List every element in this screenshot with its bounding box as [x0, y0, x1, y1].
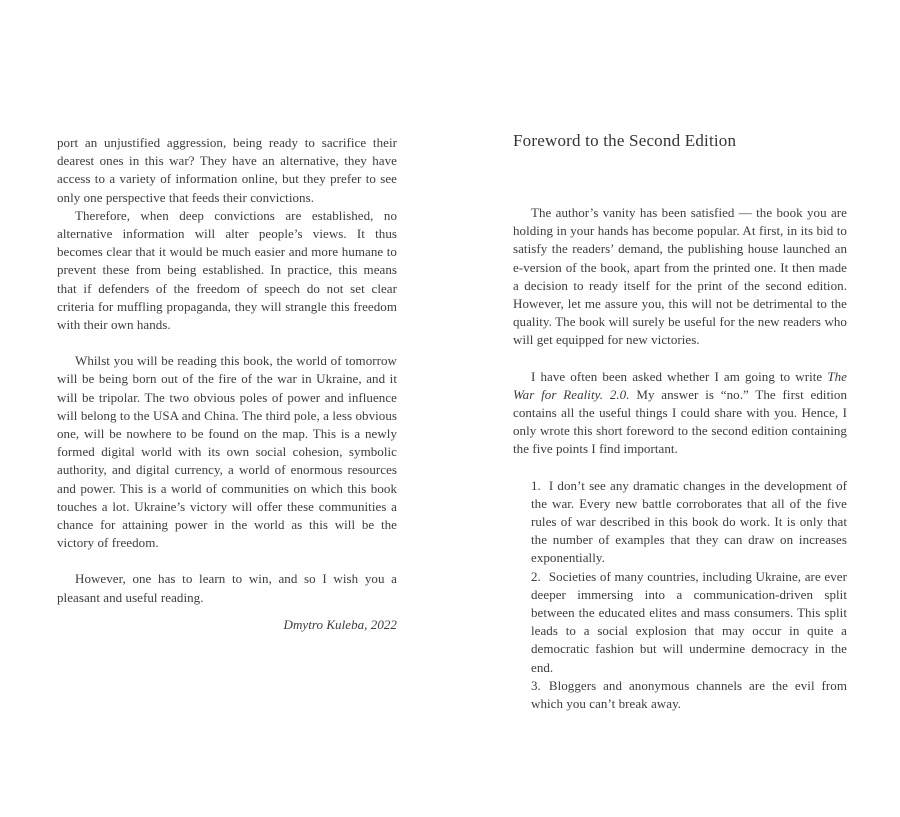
- paragraph: However, one has to learn to win, and so I wish you a pleasant and useful reading.: [57, 571, 397, 605]
- numbered-list: [531, 477, 847, 714]
- list-item-number: 2.: [531, 568, 541, 584]
- list-item-text: Societies of many countries, including Ukraine, are ever deeper immersing into a communication-driven split between the educated elites and mass consumers. This split leads to a social explosion that may occur in quite a democratic fashion but will undermine democracy in the end.: [531, 568, 847, 675]
- paragraph-text: My answer is “no.” The first edition contains all the useful things I could share with you. Hence, I only wrote this short foreword to the second edition containing the five points I find important.: [513, 386, 848, 457]
- paragraph: Therefore, when deep convictions are established, no alternative information will alter people’s views. It thus becomes clear that it would be much easier and more humane to prevent these from being established. In practice, this means that if defenders of the freedom of speech do not set clear criteria for muffling propaganda, they will strangle this freedom with their own hands.: [57, 207, 397, 333]
- list-item-text: I don’t see any dramatic changes in the development of the war. Every new battle corroborates that all of the five rules of war described in this book do work. It is only that the number of examples that they can draw on increases exponentially.: [531, 477, 847, 566]
- list-item: [531, 568, 847, 677]
- paragraph: Whilst you will be reading this book, the world of tomorrow will be being born out of the fire of the war in Ukraine, and it will be tripolar. The two obvious poles of power and influence will belong to the USA and China. The third pole, a less obvious one, will be nowhere to be found on the map. This is a newly formed digital world with its own social cohesion, symbolic authority, and digital currency, a world of enormous resources and power. This is a world of communities on which this book touches a lot. Ukraine’s victory will offer these communities a chance for attaining power in the world as this will be the victory of freedom.: [57, 353, 397, 551]
- list-item-number: 3.: [531, 677, 541, 693]
- paragraph: The author’s vanity has been satisfied — the book you are holding in your hands has become popular. At first, in its bid to satisfy the readers’ demand, the publishing house launched an e-version of the book, apart from the printed one. It then made a decision to ready itself for the print of the second edition. However, let me assure you, this will not be detrimental to the quality. The book will surely be useful for the new readers who will get equipped for new victories.: [513, 205, 847, 348]
- left-page: [57, 134, 397, 634]
- paragraph-text: I have often been asked whether I am going to write: [531, 368, 828, 384]
- paragraph-continuation: port an unjustified aggression, being ready to sacrifice their dearest ones in this war? They have an alternative, they have access to a variety of information online, but they prefer to see only one perspective that feeds their convictions.: [57, 135, 397, 205]
- list-item-number: 1.: [531, 477, 541, 493]
- list-item-text: Bloggers and anonymous channels are the evil from which you can’t break away.: [531, 677, 847, 712]
- list-item: [531, 677, 847, 713]
- book-title-italic: The War for Reality. 2.0.: [513, 368, 847, 402]
- author-signature: Dmytro Kuleba, 2022: [283, 616, 397, 632]
- right-page: [513, 130, 847, 713]
- chapter-title: Foreword to the Second Edition: [513, 131, 737, 150]
- list-item: [531, 477, 847, 568]
- paragraph: [513, 368, 847, 459]
